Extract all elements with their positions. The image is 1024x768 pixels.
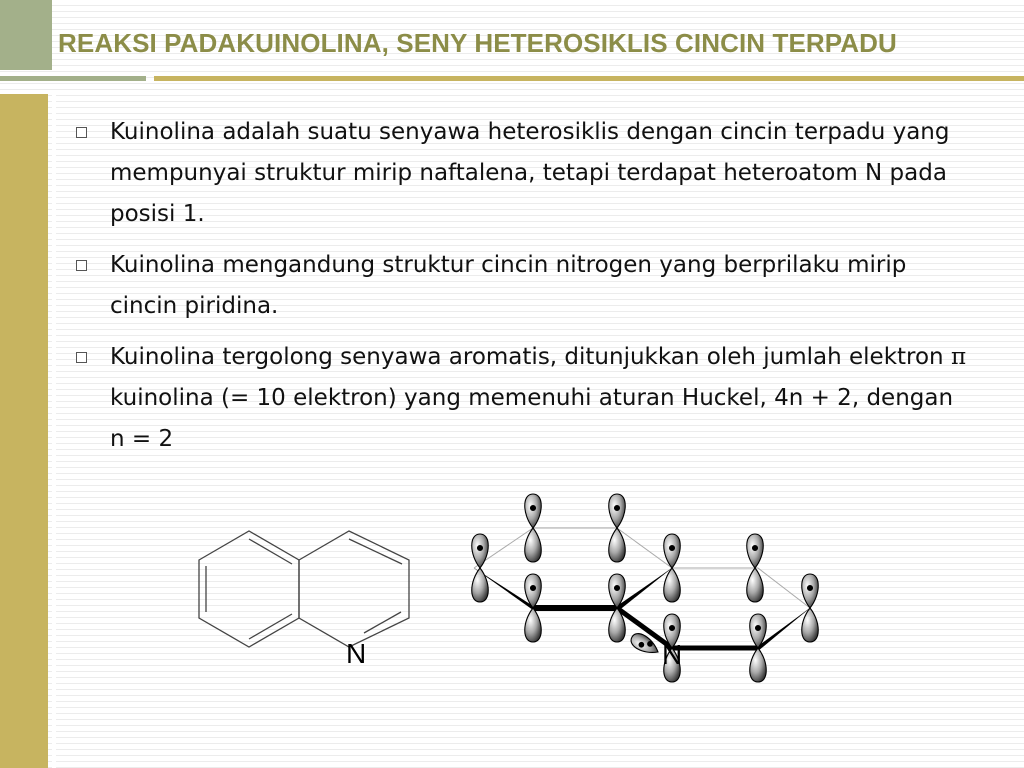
- bullet-text-part: kuinolina (= 10 elektron) yang memenuhi aturan Huckel, 4n + 2, dengan n = 2: [110, 385, 954, 452]
- slide-content: [70, 112, 970, 470]
- bullet-text: Kuinolina mengandung struktur cincin nitrogen yang berprilaku mirip cincin piridina.: [110, 252, 907, 319]
- square-bullet-icon: [76, 260, 87, 271]
- title-rule-green: [0, 76, 146, 81]
- square-bullet-icon: [76, 352, 87, 363]
- pi-symbol: π: [950, 344, 967, 370]
- square-bullet-icon: [76, 127, 87, 138]
- title-rule-gold: [154, 76, 1024, 81]
- quinoline-structure: [199, 531, 409, 669]
- bullet-list: [70, 112, 970, 460]
- bullet-item: [70, 112, 970, 235]
- slide-title: REAKSI PADAKUINOLINA, SENY HETEROSIKLIS CINCIN TERPADU: [58, 28, 897, 58]
- bullet-item: [70, 245, 970, 327]
- pi-orbital-diagram: [472, 494, 819, 682]
- orbital-nitrogen-label: N: [662, 639, 683, 670]
- left-accent-divider: [52, 94, 56, 768]
- left-accent-bar: [0, 94, 48, 768]
- bullet-text: Kuinolina adalah suatu senyawa heterosiklis dengan cincin terpadu yang mempunyai struktur mirip naftalena, tetapi terdapat heteroatom N pada posisi 1.: [110, 119, 950, 227]
- p-orbital-icon: [802, 574, 819, 642]
- bullet-item: [70, 337, 970, 460]
- nitrogen-label: N: [346, 638, 367, 669]
- corner-accent-box: [0, 0, 52, 70]
- quinoline-diagram: [180, 480, 860, 720]
- bullet-text-part: Kuinolina tergolong senyawa aromatis, ditunjukkan oleh jumlah elektron: [110, 344, 951, 370]
